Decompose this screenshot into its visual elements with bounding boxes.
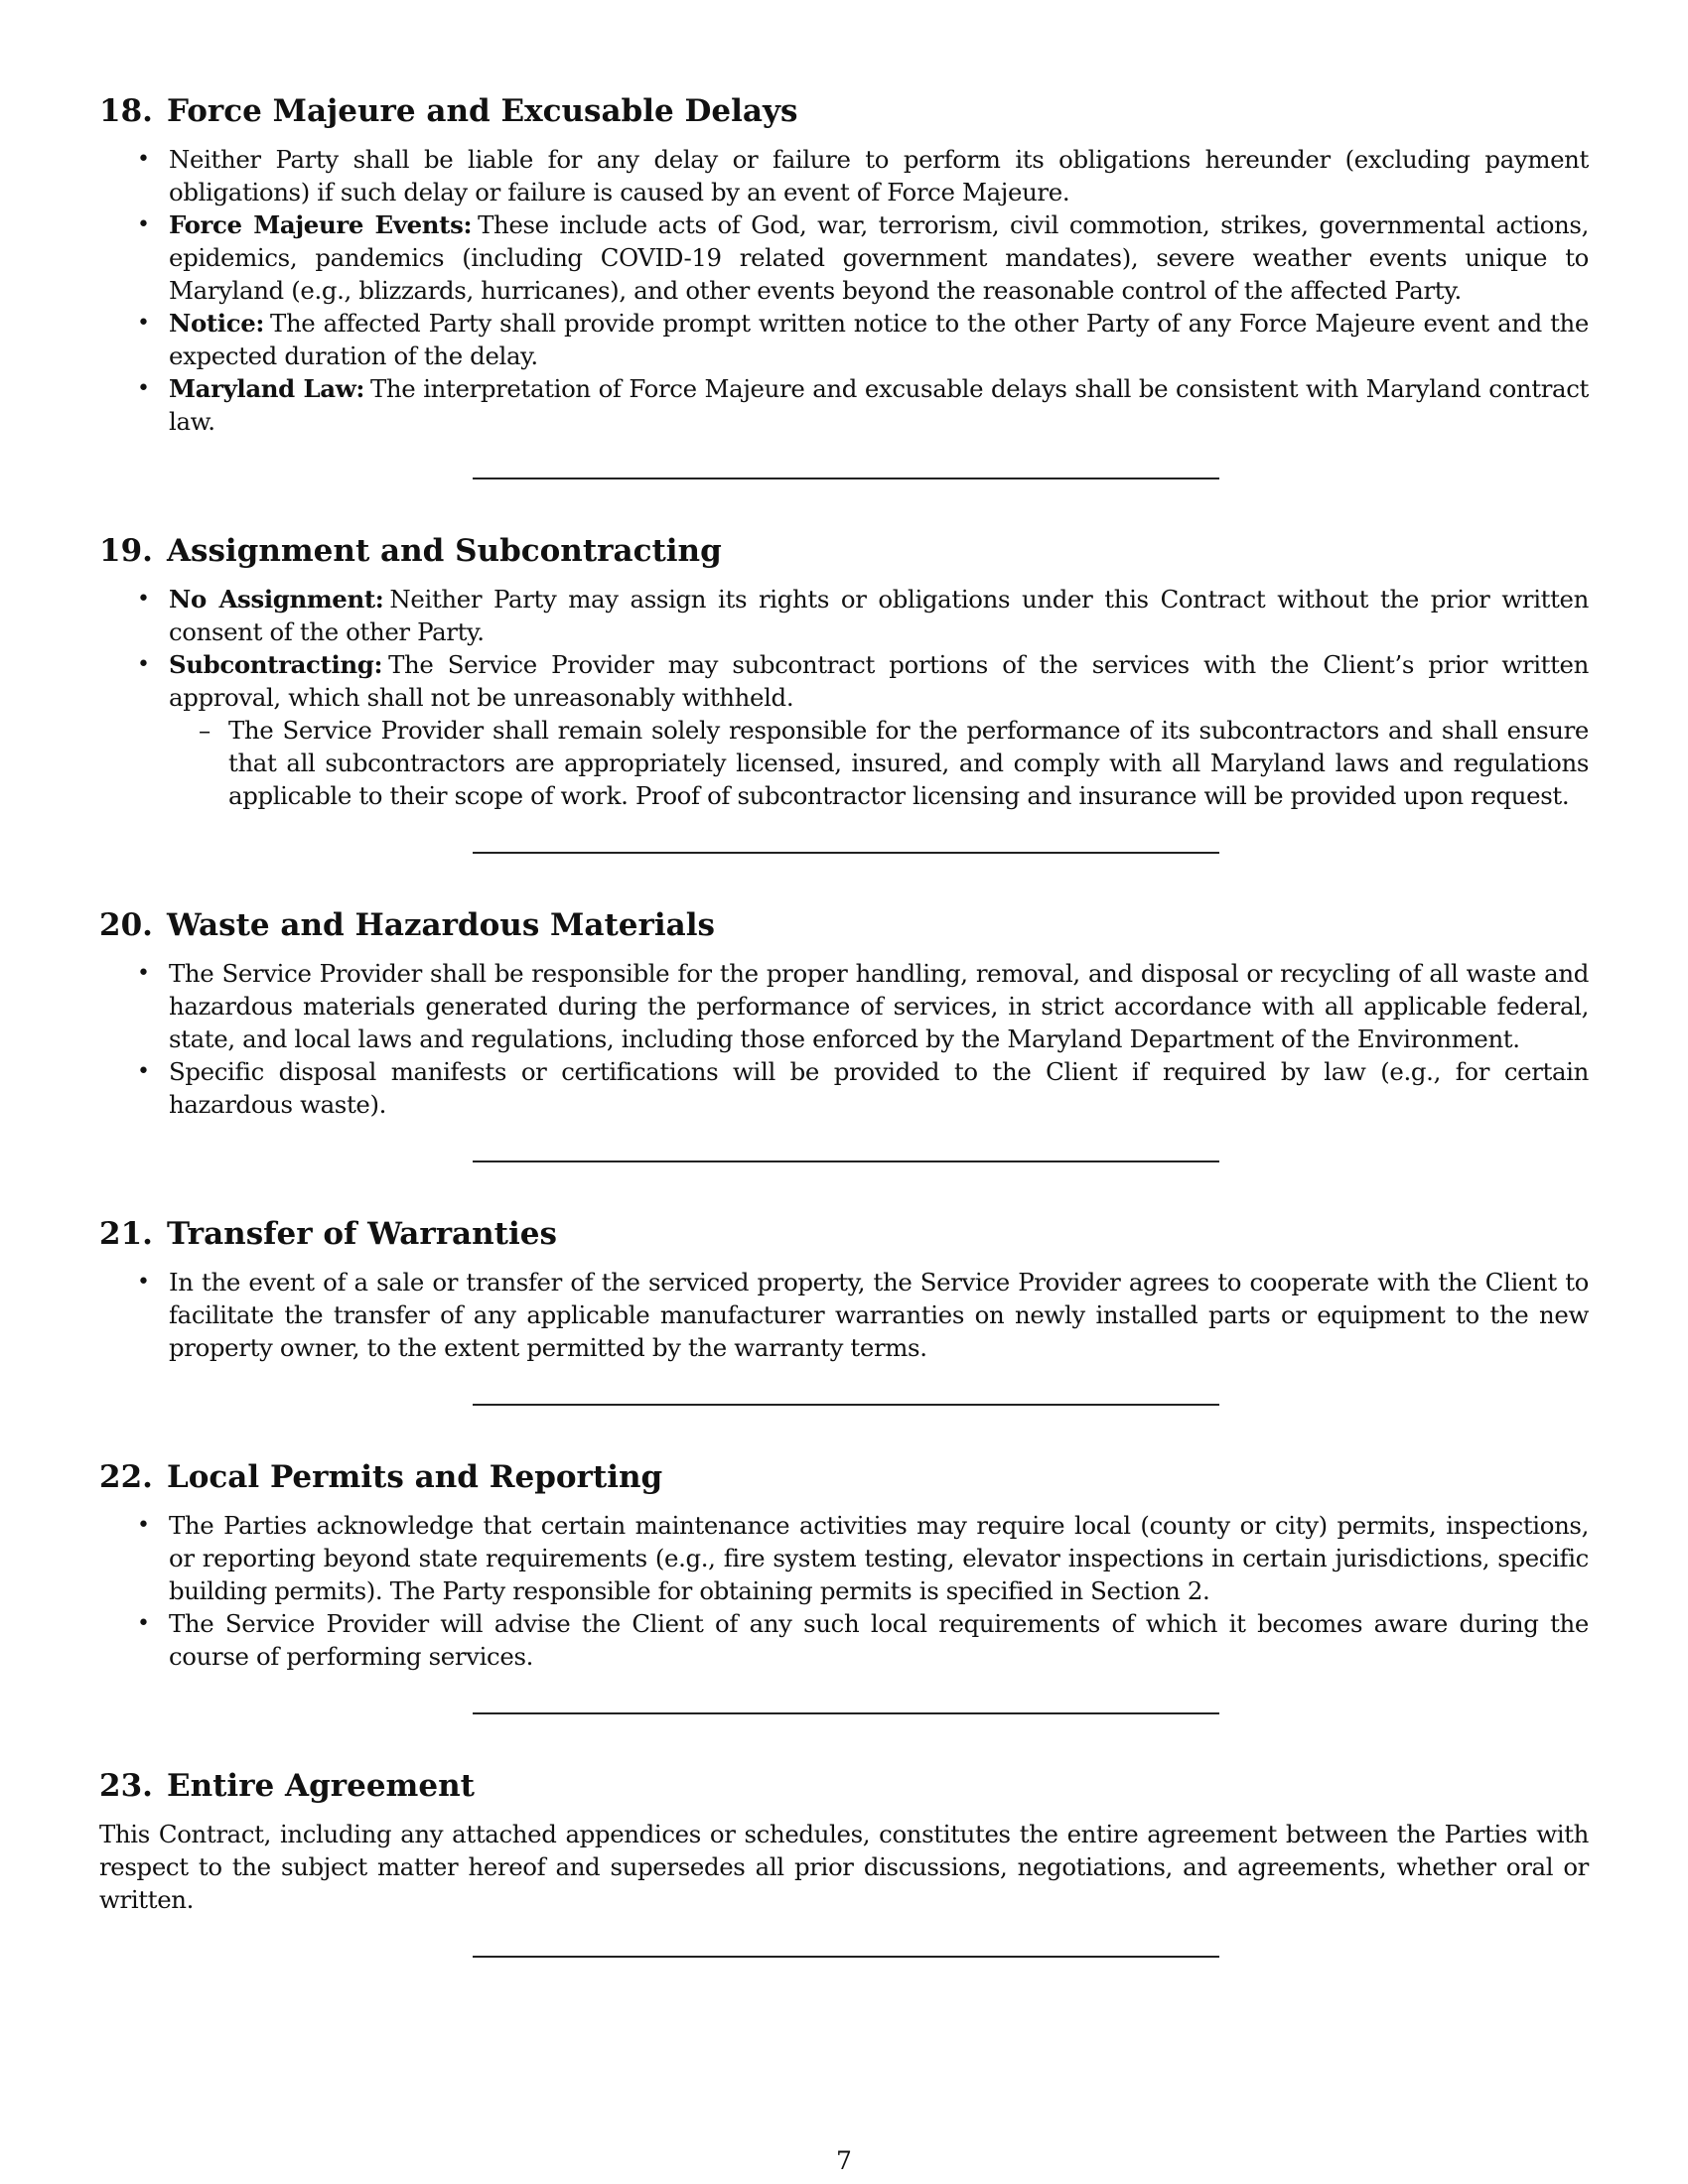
list-item (99, 957, 1589, 1055)
sub-item-text: The Service Provider shall remain solely responsible for the performance of its subcontractors and shall ensure that all subcontractors are appropriately licensed, insured, and comply with all Maryland laws and regulations applicable to their scope of work. Proof of subcontractor licensing and insurance will be provided upon request. (228, 716, 1589, 810)
list-item (99, 1266, 1589, 1364)
bullet-icon: • (137, 587, 150, 612)
list-item (99, 1607, 1589, 1673)
bullet-list (99, 1509, 1589, 1673)
item-label: Notice: (169, 309, 265, 338)
item-label: Maryland Law: (169, 374, 365, 403)
section-title: Force Majeure and Excusable Delays (166, 93, 798, 129)
bullet-icon: • (137, 1611, 150, 1636)
list-item (99, 143, 1589, 208)
item-text: Specific disposal manifests or certifications will be provided to the Client if required by law (e.g., for certain hazardous waste). (169, 1057, 1589, 1119)
section-heading (99, 1766, 1589, 1806)
item-label: No Assignment: (169, 585, 384, 614)
list-item (99, 208, 1589, 307)
dash-icon: – (199, 716, 211, 745)
sub-list-item (169, 714, 1589, 812)
section-heading (99, 905, 1589, 945)
list-item (99, 307, 1589, 372)
item-text: The affected Party shall provide prompt written notice to the other Party of any Force Majeure event and the expected duration of the delay. (169, 309, 1589, 370)
item-text: Neither Party may assign its rights or obligations under this Contract without the prior written consent of the other Party. (169, 585, 1589, 646)
item-text: The interpretation of Force Majeure and excusable delays shall be consistent with Maryland contract law. (169, 374, 1590, 436)
section-heading (99, 531, 1589, 571)
section-title: Local Permits and Reporting (166, 1459, 663, 1495)
section-title: Transfer of Warranties (166, 1216, 557, 1252)
bullet-list (99, 143, 1589, 438)
bullet-icon: • (137, 1513, 150, 1538)
list-item (99, 1055, 1589, 1121)
section-heading (99, 1457, 1589, 1497)
section-18 (99, 91, 1589, 438)
section-number: 19. (99, 533, 153, 569)
list-item (99, 372, 1589, 438)
section-20 (99, 905, 1589, 1121)
item-text: The Service Provider may subcontract portions of the services with the Client’s prior written approval, which shall not be unreasonably withheld. (169, 650, 1589, 712)
bullet-list (99, 957, 1589, 1121)
item-label: Force Majeure Events: (169, 210, 473, 239)
page-number: 7 (836, 2146, 852, 2175)
bullet-list (99, 583, 1589, 812)
section-number: 22. (99, 1459, 153, 1495)
bullet-icon: • (137, 311, 150, 336)
section-number: 21. (99, 1216, 153, 1252)
document-page (99, 91, 1589, 1958)
section-title: Assignment and Subcontracting (166, 533, 722, 569)
item-text: Neither Party shall be liable for any delay or failure to perform its obligations hereunder (excluding payment obligations) if such delay or failure is caused by an event of Force Majeure. (169, 145, 1589, 206)
section-title: Entire Agreement (166, 1768, 475, 1804)
bullet-icon: • (137, 961, 150, 986)
bullet-icon: • (137, 1059, 150, 1084)
bullet-list (99, 1266, 1589, 1364)
list-item (99, 648, 1589, 812)
section-21 (99, 1214, 1589, 1364)
item-label: Subcontracting: (169, 650, 383, 679)
section-title: Waste and Hazardous Materials (166, 907, 715, 943)
list-item (99, 583, 1589, 648)
section-23 (99, 1766, 1589, 1916)
bullet-icon: • (137, 652, 150, 677)
section-heading (99, 91, 1589, 131)
bullet-icon: • (137, 376, 150, 401)
item-text: These include acts of God, war, terrorism, civil commotion, strikes, governmental actions, epidemics, pandemics (including COVID-19 related government mandates), severe weather events unique to Maryland (e.g., blizzards, hurricanes), and other events beyond the reasonable control of the affected Party. (169, 210, 1589, 305)
item-text: The Service Provider shall be responsible for the proper handling, removal, and disposal or recycling of all waste and hazardous materials generated during the performance of services, in strict accordance with all applicable federal, state, and local laws and regulations, including those enforced by the Maryland Department of the Environment. (169, 959, 1589, 1053)
section-number: 20. (99, 907, 153, 943)
bullet-icon: • (137, 212, 150, 237)
sub-list (169, 714, 1589, 812)
bullet-icon: • (137, 1270, 150, 1295)
section-number: 23. (99, 1768, 153, 1804)
section-heading (99, 1214, 1589, 1254)
item-text: The Service Provider will advise the Client of any such local requirements of which it becomes aware during the course of performing services. (169, 1609, 1589, 1671)
section-number: 18. (99, 93, 153, 129)
section-divider (473, 1956, 1219, 1958)
section-19 (99, 531, 1589, 812)
section-paragraph: This Contract, including any attached appendices or schedules, constitutes the entire agreement between the Parties with respect to the subject matter hereof and supersedes all prior discussions, negotiations, and agreements, whether oral or written. (99, 1820, 1589, 1914)
section-22 (99, 1457, 1589, 1673)
item-text: The Parties acknowledge that certain maintenance activities may require local (county or city) permits, inspections, or reporting beyond state requirements (e.g., fire system testing, elevator inspections in certain jurisdictions, specific building permits). The Party responsible for obtaining permits is specified in Section 2. (169, 1511, 1589, 1605)
bullet-icon: • (137, 147, 150, 172)
item-text: In the event of a sale or transfer of the serviced property, the Service Provider agrees to cooperate with the Client to facilitate the transfer of any applicable manufacturer warranties on newly installed parts or equipment to the new property owner, to the extent permitted by the warranty terms. (169, 1268, 1589, 1362)
list-item (99, 1509, 1589, 1607)
